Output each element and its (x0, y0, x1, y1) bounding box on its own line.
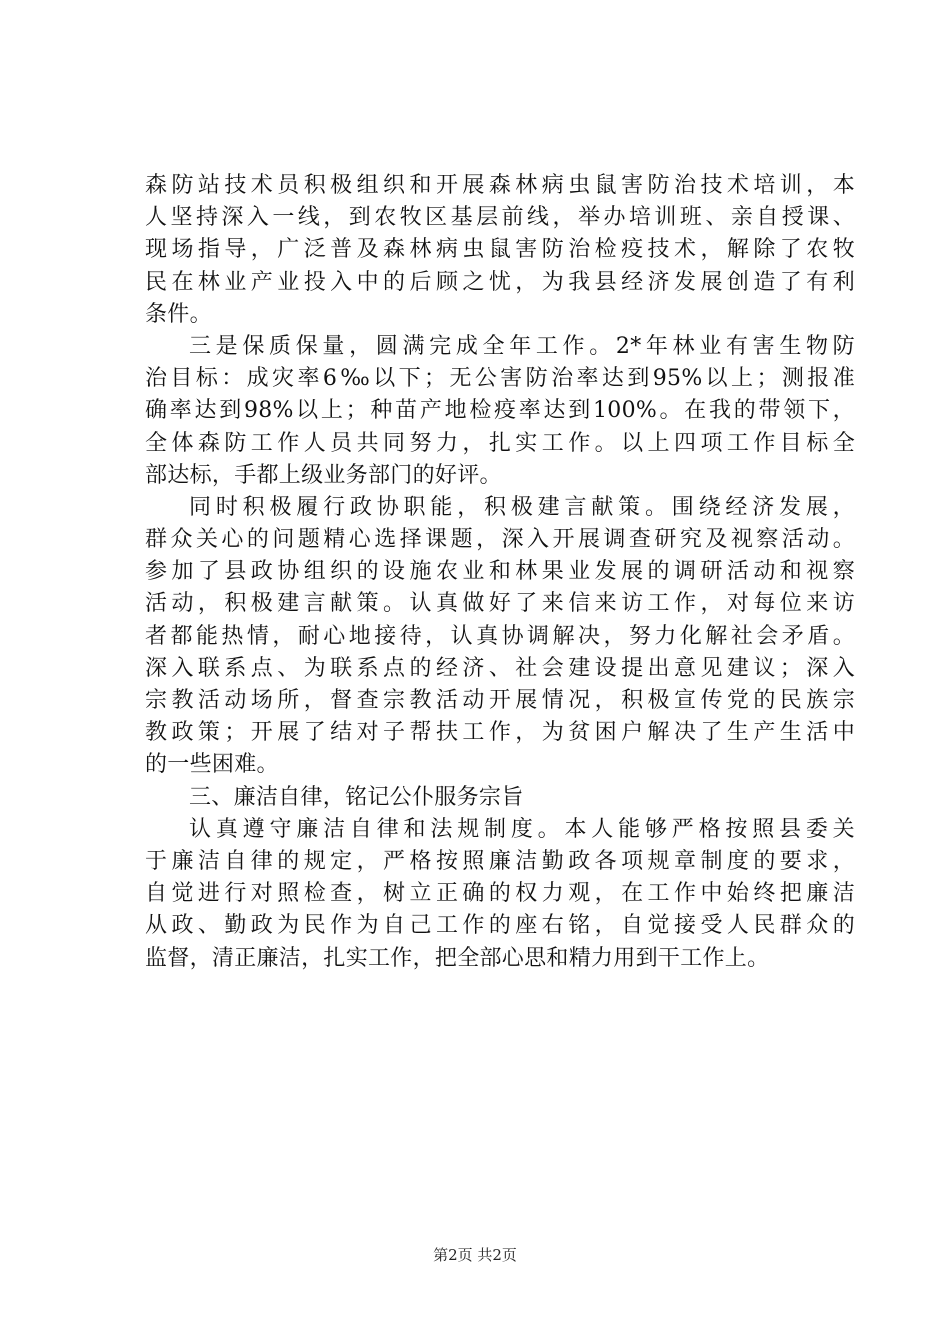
text-line: 群众关心的问题精心选择课题，深入开展调查研究及视察活动。 (145, 527, 855, 553)
paragraph (145, 492, 855, 782)
text-line: 确率达到98%以上；种苗产地检疫率达到100%。在我的带领下， (145, 398, 855, 424)
page-footer: 第2页 共2页 (433, 1246, 517, 1264)
text-line: 治目标：成灾率6‰以下；无公害防治率达到95%以上；测报准 (145, 366, 855, 392)
paragraph (145, 782, 855, 814)
text-line: 活动，积极建言献策。认真做好了来信来访工作，对每位来访 (145, 591, 855, 617)
text-line: 宗教活动场所，督查宗教活动开展情况，积极宣传党的民族宗 (145, 688, 855, 713)
document-body (145, 170, 855, 975)
text-line: 部达标，手都上级业务部门的好评。 (145, 462, 502, 488)
text-line: 森防站技术员积极组织和开展森林病虫鼠害防治技术培训，本 (145, 173, 855, 198)
paragraph (145, 170, 855, 331)
text-line: 人坚持深入一线，到农牧区基层前线，举办培训班、亲自授课、 (145, 205, 855, 231)
text-line: 自觉进行对照检查，树立正确的权力观，在工作中始终把廉洁 (145, 881, 855, 907)
text-line: 三、廉洁自律，铭记公仆服务宗旨 (189, 784, 524, 810)
text-line: 于廉洁自律的规定，严格按照廉洁勤政各项规章制度的要求， (145, 848, 855, 874)
text-line: 深入联系点、为联系点的经济、社会建设提出意见建议；深入 (145, 655, 855, 681)
text-line: 全体森防工作人员共同努力，扎实工作。以上四项工作目标全 (145, 430, 855, 456)
text-line: 同时积极履行政协职能，积极建言献策。围绕经济发展， (189, 494, 855, 520)
text-line: 民在林业产业投入中的后顾之忧，为我县经济发展创造了有利 (145, 269, 855, 295)
text-line: 监督，清正廉洁，扎实工作，把全部心思和精力用到干工作上。 (145, 945, 770, 971)
text-line: 三是保质保量，圆满完成全年工作。2*年林业有害生物防 (189, 333, 855, 359)
text-line: 认真遵守廉洁自律和法规制度。本人能够严格按照县委关 (189, 816, 855, 842)
text-line: 条件。 (145, 301, 212, 327)
text-line: 者都能热情，耐心地接待，认真协调解决，努力化解社会矛盾。 (145, 623, 855, 649)
paragraph (145, 331, 855, 492)
paragraph (145, 814, 855, 975)
text-line: 教政策；开展了结对子帮扶工作，为贫困户解决了生产生活中 (145, 720, 855, 746)
text-line: 参加了县政协组织的设施农业和林果业发展的调研活动和视察 (145, 559, 855, 585)
text-line: 现场指导，广泛普及森林病虫鼠害防治检疫技术，解除了农牧 (145, 237, 855, 263)
text-line: 从政、勤政为民作为自己工作的座右铭，自觉接受人民群众的 (145, 913, 855, 939)
text-line: 的一些困难。 (145, 752, 279, 778)
